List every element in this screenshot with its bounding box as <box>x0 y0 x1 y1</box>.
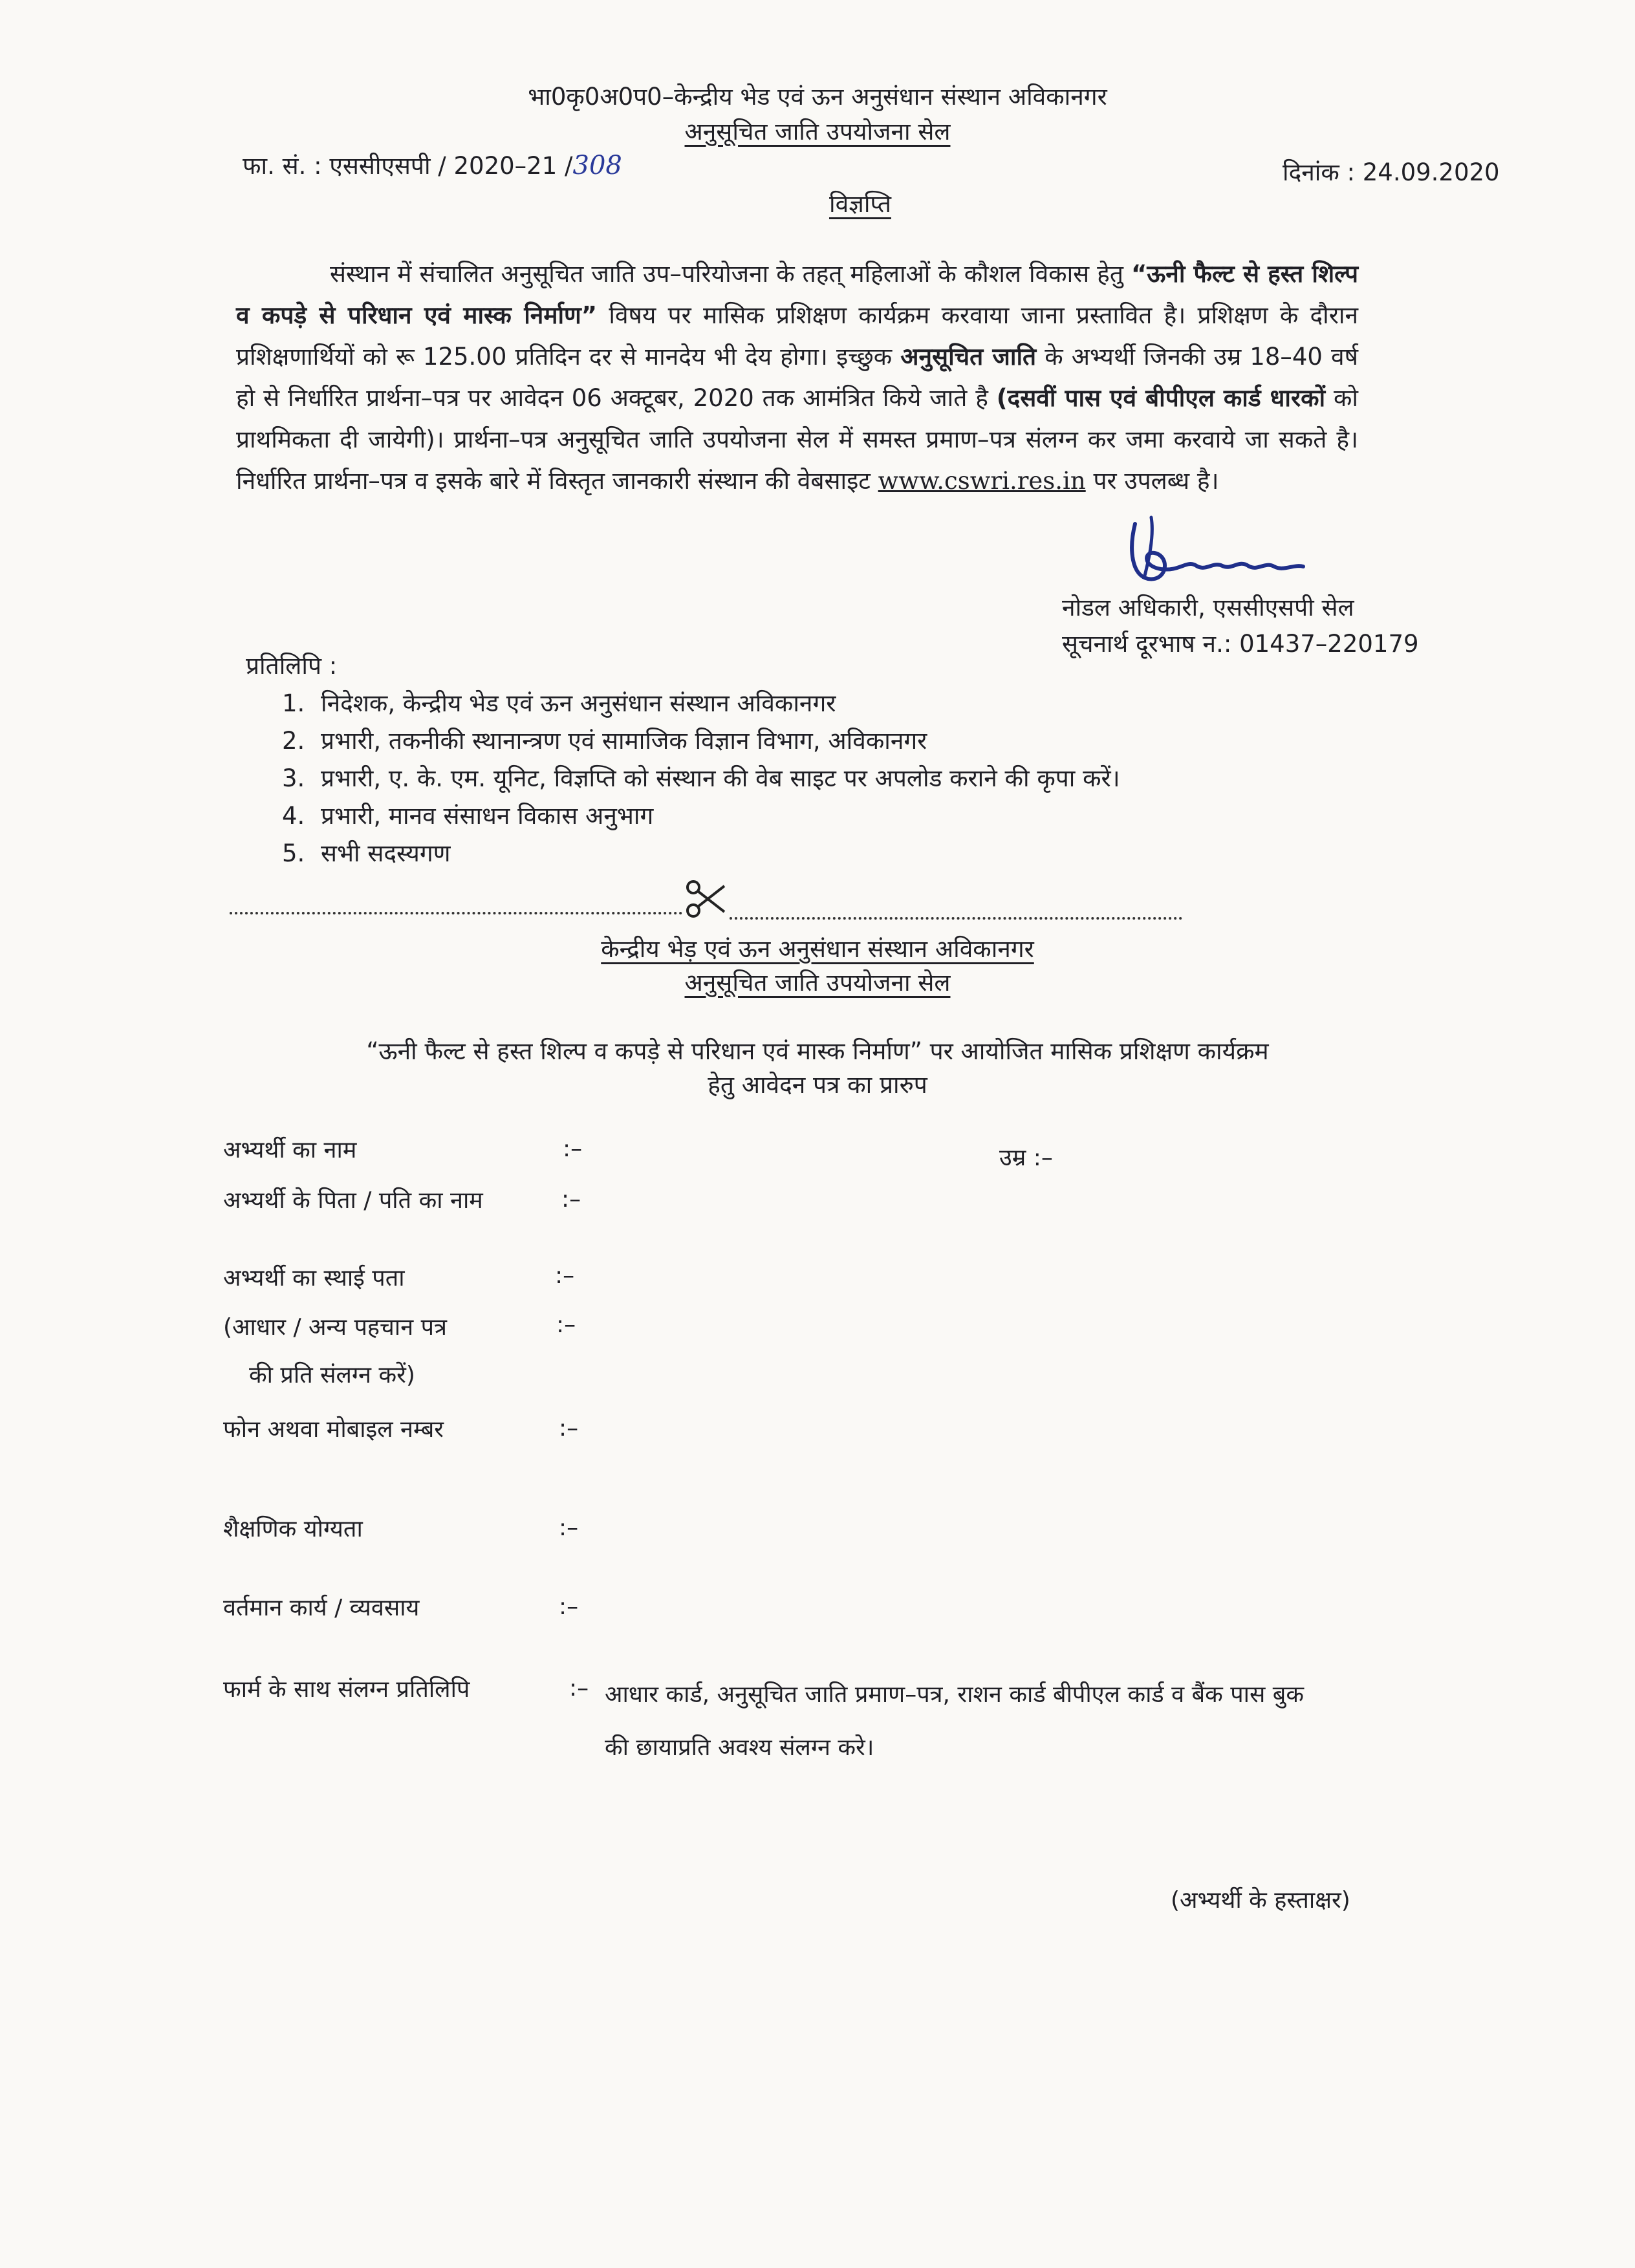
form-cell-header: अनुसूचित जाति उपयोजना सेल <box>684 969 951 997</box>
signatory-title: नोडल अधिकारी, एससीएसपी सेल <box>1062 594 1354 621</box>
copy-to-item: 4. प्रभारी, मानव संसाधन विकास अनुभाग <box>282 802 654 830</box>
field-separator: :– <box>561 1186 581 1213</box>
form-subject-line2: हेतु आवेदन पत्र का प्रारुप <box>708 1071 927 1099</box>
field-label-name: अभ्यर्थी का नाम <box>223 1137 357 1163</box>
form-org-header: केन्द्रीय भेड़ एवं ऊन अनुसंधान संस्थान अविकानगर <box>601 935 1034 963</box>
field-separator: :– <box>555 1262 575 1289</box>
copy-to-item: 5. सभी सदस्यगण <box>282 839 451 867</box>
cut-line-right <box>730 917 1182 920</box>
field-label-father: अभ्यर्थी के पिता / पति का नाम <box>223 1187 483 1214</box>
field-label-address: अभ्यर्थी का स्थाई पता <box>223 1265 405 1291</box>
notice-title: विज्ञप्ति <box>829 190 891 218</box>
attachments-text-line1: आधार कार्ड, अनुसूचित जाति प्रमाण–पत्र, राशन कार्ड बीपीएल कार्ड व बैंक पास बुक <box>605 1681 1304 1708</box>
file-number-label: फा. सं. : एससीएसपी / 2020–21 / <box>243 152 573 180</box>
field-label-id: (आधार / अन्य पहचान पत्र <box>223 1314 447 1341</box>
copy-to-label: प्रतिलिपि : <box>246 652 338 680</box>
copy-to-item: 2. प्रभारी, तकनीकी स्थानान्त्रण एवं सामाजिक विज्ञान विभाग, अविकानगर <box>282 727 927 755</box>
attachments-text-line2: की छायाप्रति अवश्य संलग्न करे। <box>605 1734 874 1761</box>
copy-to-item: 1. निदेशक, केन्द्रीय भेड एवं ऊन अनुसंधान संस्थान अविकानगर <box>282 689 836 717</box>
field-label-education: शैक्षणिक योग्यता <box>223 1516 363 1542</box>
field-separator: :– <box>556 1312 576 1338</box>
field-label-attachments: फार्म के साथ संलग्न प्रतिलिपि <box>223 1676 470 1703</box>
form-subject-line1: “ऊनी फैल्ट से हस्त शिल्प व कपड़े से परिधान एवं मास्क निर्माण” पर आयोजित मासिक प्रशिक्षण कार्यक्रम <box>366 1037 1269 1065</box>
field-separator: :– <box>563 1136 583 1162</box>
field-separator: :– <box>559 1515 579 1541</box>
cut-line-left <box>230 912 682 914</box>
notice-paragraph: संस्थान में संचालित अनुसूचित जाति उप–परियोजना के तहत् महिलाओं के कौशल विकास हेतु “ऊनी फैल्ट से हस्त शिल्प व कपड़े से परिधान एवं मास्क निर्माण” विषय पर मासिक प्रशिक्षण कार्यक्रम करवाया जाना प्रस्तावित है। प्रशिक्षण के दौरान प्रशिक्षणार्थियों को रू 125.00 प्रतिदिन दर से मानदेय भी देय होगा। इच्छुक अनुसूचित जाति के अभ्यर्थी जिनकी उम्र 18–40 वर्ष हो से निर्धारित प्रार्थना–पत्र पर आवेदन 06 अक्टूबर, 2020 तक आमंत्रित किये जाते है (दसवीं पास एवं बीपीएल कार्ड धारकों को प्राथमिकता दी जायेगी)। प्रार्थना–पत्र अनुसूचित जाति उपयोजना सेल में समस्त प्रमाण–पत्र संलग्न कर जमा करवाये जा सकते है। निर्धारित प्रार्थना–पत्र व इसके बारे में विस्तृत जानकारी संस्थान की वेबसाइट www.cswri.res.in पर उपलब्ध है। <box>236 260 1358 495</box>
field-label-phone: फोन अथवा मोबाइल नम्बर <box>223 1416 444 1443</box>
org-header: भा0कृ0अ0प0–केन्द्रीय भेड एवं ऊन अनुसंधान संस्थान अविकानगर <box>528 83 1107 111</box>
field-label-id-note: की प्रति संलग्न करें) <box>249 1362 415 1388</box>
officer-signature <box>1109 504 1323 595</box>
candidate-signature-label: (अभ्यर्थी के हस्ताक्षर) <box>1171 1887 1350 1914</box>
website-link[interactable]: www.cswri.res.in <box>878 467 1086 495</box>
field-label-occupation: वर्तमान कार्य / व्यवसाय <box>223 1595 420 1621</box>
signatory-phone: सूचनार्थ दूरभाष न.: 01437–220179 <box>1062 630 1419 658</box>
cell-header: अनुसूचित जाति उपयोजना सेल <box>684 118 951 146</box>
field-label-age: उम्र :– <box>999 1145 1053 1171</box>
scissors-icon <box>684 880 730 918</box>
field-separator: :– <box>569 1675 589 1701</box>
date: दिनांक : 24.09.2020 <box>1283 158 1500 186</box>
file-number-handwritten: 308 <box>572 151 622 180</box>
file-number <box>243 150 622 181</box>
field-separator: :– <box>559 1415 579 1442</box>
copy-to-item: 3. प्रभारी, ए. के. एम. यूनिट, विज्ञप्ति को संस्थान की वेब साइट पर अपलोड कराने की कृपा करें। <box>282 764 1120 792</box>
field-separator: :– <box>559 1593 579 1620</box>
